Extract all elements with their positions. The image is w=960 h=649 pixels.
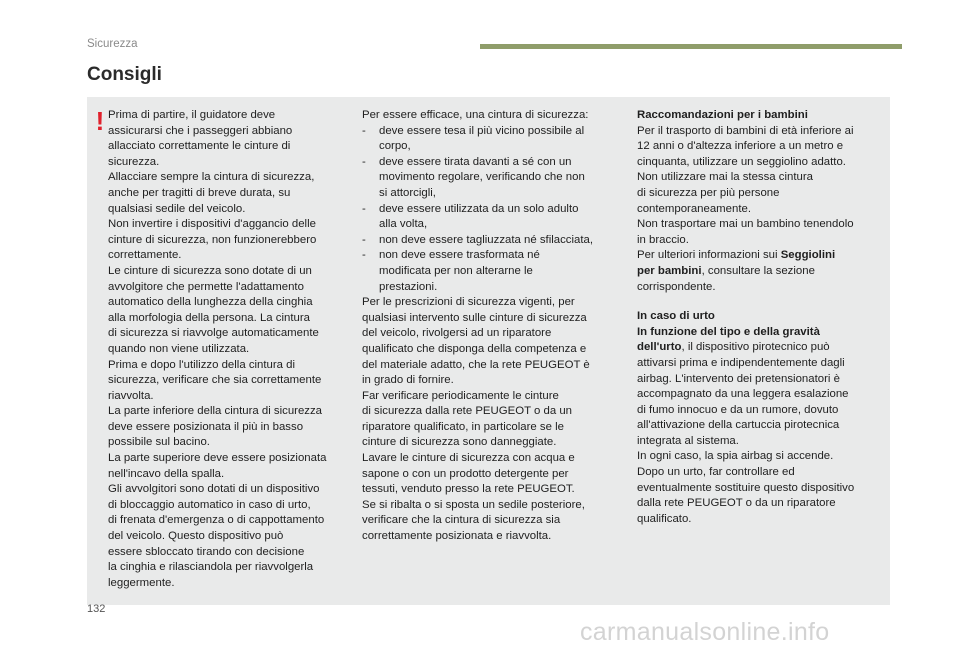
col3-line: in braccio.	[637, 233, 689, 246]
col3-line: accompagnato da una leggera esalazione	[637, 388, 849, 401]
col2-line: Se si ribalta o si sposta un sedile posteriore,	[362, 498, 585, 511]
col1-line: correttamente.	[108, 249, 182, 262]
col3-line: Non utilizzare mai la stessa cintura	[637, 171, 813, 184]
col2-line: verificare che la cintura di sicurezza sia	[362, 514, 561, 527]
belt-requirement-item: - deve essere utilizzata da un solo adulto alla volta,	[362, 202, 579, 231]
col1-line: qualsiasi sedile del veicolo.	[108, 202, 246, 215]
col2-line: del materiale adatto, che la rete PEUGEOT è	[362, 358, 590, 371]
col1-line: sicurezza, verificare che sia correttamente	[108, 374, 322, 387]
spacer	[637, 295, 873, 309]
col3-line: attivarsi prima e indipendentemente dagli	[637, 356, 845, 369]
col1-line: anche per tragitti di breve durata, su	[108, 186, 291, 199]
col3-line: airbag. L'intervento dei pretensionatori è	[637, 372, 840, 385]
belt-requirement-item: - deve essere tirata davanti a sé con un movimento regolare, verificando che non si attorcigli,	[362, 155, 585, 199]
col2-line: qualificato che disponga della competenza e	[362, 342, 587, 355]
crash-first-line: dell'urto, il dispositivo pirotecnico può	[637, 341, 830, 354]
col3-line: integrata al sistema.	[637, 434, 739, 447]
col3-line: dalla rete PEUGEOT o da un riparatore	[637, 497, 836, 510]
col1-line: Gli avvolgitori sono dotati di un dispositivo	[108, 483, 320, 496]
col2-line: riparatore qualificato, in particolare se le	[362, 420, 564, 433]
col1-line: possibile sul bacino.	[108, 436, 210, 449]
col3-line: In ogni caso, la spia airbag si accende.	[637, 450, 834, 463]
col3-line: Per il trasporto di bambini di età inferiore ai	[637, 124, 854, 137]
col1-line: Non invertire i dispositivi d'aggancio delle	[108, 218, 316, 231]
col3-line: di sicurezza per più persone	[637, 186, 780, 199]
col1-line: nell'incavo della spalla.	[108, 467, 225, 480]
col1-line: Prima di partire, il guidatore deve	[108, 109, 276, 121]
col3-line: 12 anni o d'altezza inferiore a un metro e	[637, 140, 844, 153]
col3-line: all'attivazione della cartuccia pirotecnica	[637, 419, 840, 432]
col2-line: qualsiasi intervento sulle cinture di sicurezza	[362, 311, 587, 324]
col3-line: contemporaneamente.	[637, 202, 751, 215]
section-label: Sicurezza	[87, 38, 138, 50]
col2-line: del veicolo, rivolgersi ad un riparatore	[362, 327, 552, 340]
col3-line: qualificato.	[637, 512, 692, 525]
site-watermark: carmanualsonline.info	[580, 618, 830, 646]
col3-line: di fumo innocuo e da un rumore, dovuto	[637, 403, 839, 416]
col1-line: alla morfologia della persona. La cintura	[108, 311, 310, 324]
col2-line: di sicurezza dalla rete PEUGEOT o da un	[362, 405, 572, 418]
col2-line: tessuti, venduto presso la rete PEUGEOT.	[362, 483, 575, 496]
col1-line: assicurarsi che i passeggeri abbiano	[108, 124, 293, 137]
col2-line: sapone o con un prodotto detergente per	[362, 467, 569, 480]
col2-line: Lavare le cinture di sicurezza con acqua e	[362, 452, 575, 465]
child-seat-reference-bold: Seggiolini	[780, 249, 836, 262]
column-1	[108, 108, 344, 591]
col3-line: Dopo un urto, far controllare ed	[637, 466, 795, 479]
col1-line: Allacciare sempre la cintura di sicurezza,	[108, 171, 315, 184]
col1-line: allacciato correttamente le cinture di	[108, 140, 291, 153]
col2-line: Per le prescrizioni di sicurezza vigenti, per	[362, 296, 575, 309]
col1-line: avvolgitore che permette l'adattamento	[108, 280, 304, 293]
col1-line: automatico della lunghezza della cinghia	[108, 296, 313, 309]
warning-exclamation-icon: !	[95, 106, 105, 136]
col1-line: sicurezza.	[108, 155, 160, 168]
section-accent-bar	[480, 44, 902, 49]
belt-requirement-item: - non deve essere trasformata né modificata per non alterarne le prestazioni.	[362, 249, 540, 293]
col1-line: cinture di sicurezza, non funzionerebbero	[108, 233, 317, 246]
col2-line: cinture di sicurezza sono danneggiate.	[362, 436, 557, 449]
col1-line: essere sbloccato tirando con decisione	[108, 545, 305, 558]
column-2	[362, 108, 610, 545]
col1-line: deve essere posizionata il più in basso	[108, 420, 304, 433]
page-number: 132	[87, 603, 106, 615]
col1-line: La parte superiore deve essere posizionata	[108, 452, 327, 465]
col1-line: Le cinture di sicurezza sono dotate di un	[108, 264, 312, 277]
col1-line: di frenata d'emergenza o di cappottamento	[108, 514, 325, 527]
col2-line: correttamente posizionata e riavvolta.	[362, 530, 552, 543]
child-seat-reference-cont: per bambini, consultare la sezione	[637, 264, 815, 277]
col1-line: quando non viene utilizzata.	[108, 342, 250, 355]
col1-line: riavvolta.	[108, 389, 154, 402]
col2-line: in grado di fornire.	[362, 374, 454, 387]
col1-line: di sicurezza si riavvolge automaticamente	[108, 327, 319, 340]
col1-line: leggermente.	[108, 576, 175, 589]
col1-line: la cinghia e rilasciandola per riavvolgerla	[108, 561, 314, 574]
col3-line: corrispondente.	[637, 280, 716, 293]
crash-subheading: In funzione del tipo e della gravità	[637, 325, 820, 338]
col2-intro: Per essere efficace, una cintura di sicurezza:	[362, 109, 589, 121]
col3-line: cinquanta, utilizzare un seggiolino adatto.	[637, 155, 846, 168]
col1-line: di bloccaggio automatico in caso di urto,	[108, 498, 311, 511]
belt-requirement-item: - non deve essere tagliuzzata né sfilacciata,	[362, 233, 594, 246]
col1-line: del veicolo. Questo dispositivo può	[108, 530, 284, 543]
belt-requirement-item: - deve essere tesa il più vicino possibile al corpo,	[362, 124, 585, 153]
child-seat-reference: Per ulteriori informazioni sui Seggiolini	[637, 249, 836, 262]
column-3	[637, 108, 873, 527]
col2-line: Far verificare periodicamente le cinture	[362, 389, 559, 402]
crash-heading: In caso di urto	[637, 310, 715, 323]
children-heading: Raccomandazioni per i bambini	[637, 109, 808, 121]
col1-line: La parte inferiore della cintura di sicurezza	[108, 405, 323, 418]
page-title: Consigli	[87, 64, 162, 85]
col3-line: eventualmente sostituire questo dispositivo	[637, 481, 855, 494]
col1-line: Prima e dopo l'utilizzo della cintura di	[108, 358, 296, 371]
col3-line: Non trasportare mai un bambino tenendolo	[637, 218, 854, 231]
